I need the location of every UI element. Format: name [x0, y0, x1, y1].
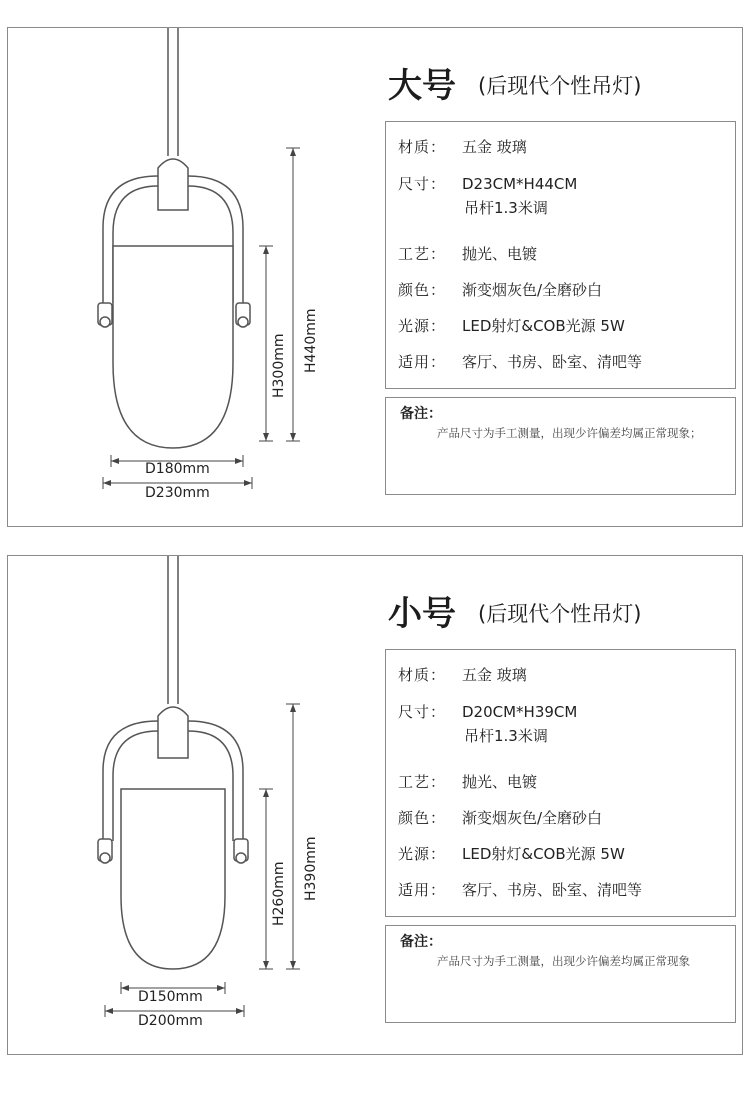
spec-label: 适用：	[398, 881, 447, 899]
spec-label: 工艺：	[398, 245, 447, 263]
total-height-label: H440mm	[303, 308, 319, 373]
spec-craft	[398, 771, 537, 792]
spec-craft	[398, 243, 537, 264]
spec-table	[385, 649, 736, 917]
spec-value: 五金 玻璃	[462, 666, 527, 684]
spec-value: LED射灯&COB光源 5W	[462, 845, 625, 863]
spec-usage	[398, 351, 642, 372]
spec-value: LED射灯&COB光源 5W	[462, 317, 625, 335]
notes-text: 产品尺寸为手工测量，出现少许偏差均属正常现象	[437, 954, 690, 968]
outer-diameter-label: D230mm	[145, 485, 210, 501]
spec-value: 渐变烟灰色/全磨砂白	[462, 809, 603, 827]
spec-label: 颜色：	[398, 281, 447, 299]
spec-color	[398, 279, 602, 300]
notes-label: 备注：	[400, 934, 442, 950]
spec-label: 工艺：	[398, 773, 447, 791]
spec-size	[398, 173, 578, 217]
large-lamp-panel	[7, 27, 743, 527]
inner-diameter-label: D180mm	[145, 461, 210, 477]
spec-value: 抛光、电镀	[462, 773, 538, 791]
spec-table	[385, 121, 736, 389]
spec-value: 客厅、书房、卧室、清吧等	[462, 881, 643, 899]
outer-diameter-label: D200mm	[138, 1013, 203, 1029]
total-height-label: H390mm	[303, 836, 319, 901]
notes-box	[385, 397, 736, 495]
size-title: 小号	[388, 594, 456, 634]
spec-label: 尺寸：	[398, 703, 447, 721]
spec-value: 渐变烟灰色/全磨砂白	[462, 281, 603, 299]
spec-label: 材质：	[398, 138, 447, 156]
spec-value: 抛光、电镀	[462, 245, 538, 263]
spec-label: 光源：	[398, 845, 447, 863]
notes-text: 产品尺寸为手工测量，出现少许偏差均属正常现象；	[437, 426, 702, 440]
spec-value: 五金 玻璃	[462, 138, 527, 156]
spec-sub-value: 吊杆1.3米调	[464, 727, 548, 745]
spec-value: D20CM*H39CM	[462, 703, 578, 721]
spec-color	[398, 807, 602, 828]
spec-value: 客厅、书房、卧室、清吧等	[462, 353, 643, 371]
size-subtitle: (后现代个性吊灯)	[478, 74, 642, 98]
spec-light-source	[398, 843, 625, 864]
size-subtitle: (后现代个性吊灯)	[478, 602, 642, 626]
spec-size	[398, 701, 578, 745]
spec-value: D23CM*H44CM	[462, 175, 578, 193]
spec-label: 尺寸：	[398, 175, 447, 193]
notes-label: 备注：	[400, 406, 442, 422]
spec-label: 颜色：	[398, 809, 447, 827]
inner-diameter-label: D150mm	[138, 989, 203, 1005]
size-title: 大号	[388, 66, 456, 106]
spec-label: 适用：	[398, 353, 447, 371]
spec-usage	[398, 879, 642, 900]
spec-material	[398, 664, 527, 685]
spec-label: 光源：	[398, 317, 447, 335]
spec-material	[398, 136, 527, 157]
spec-sub-value: 吊杆1.3米调	[464, 199, 548, 217]
glass-height-label: H300mm	[271, 333, 287, 398]
small-lamp-panel	[7, 555, 743, 1055]
spec-light-source	[398, 315, 625, 336]
spec-label: 材质：	[398, 666, 447, 684]
glass-height-label: H260mm	[271, 861, 287, 926]
notes-box	[385, 925, 736, 1023]
